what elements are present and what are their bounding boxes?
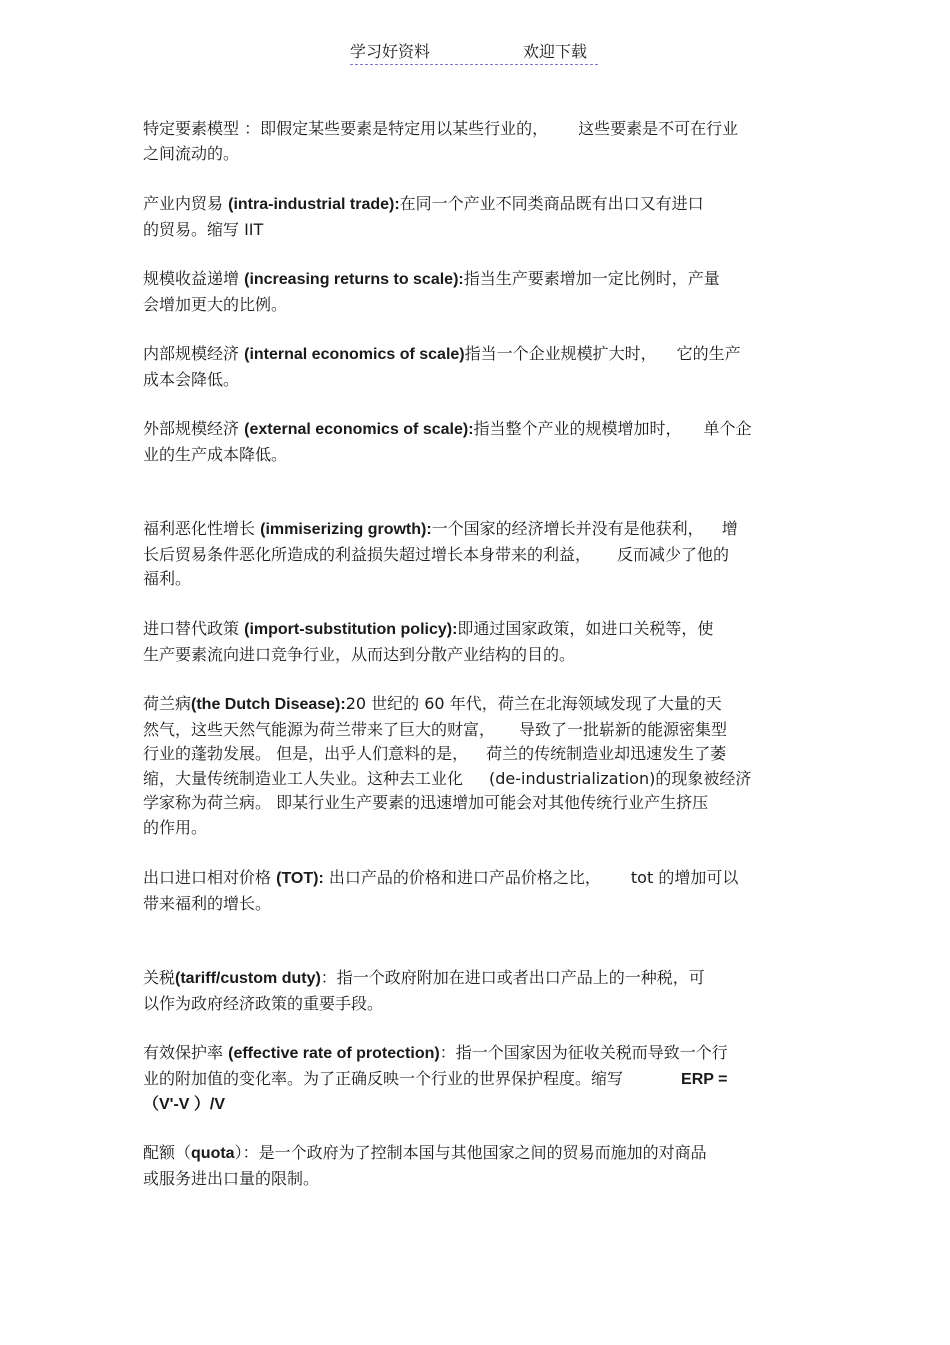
entry-text: ：指一个政府附加在进口或者出口产品上的一种税，可 bbox=[320, 968, 705, 987]
entry-term-english: (tariff/custom duty) bbox=[175, 970, 321, 987]
entry-text: tot 的增加可以 bbox=[630, 868, 739, 887]
entry-term-english: (increasing returns to scale): bbox=[244, 271, 464, 288]
entry-text: 或服务进出口量的限制。 bbox=[143, 1168, 320, 1188]
entry-text: 缩，大量传统制造业工人失业。这种去工业化 bbox=[143, 768, 464, 788]
entry-text: 出口产品的价格和进口产品价格之比， bbox=[328, 868, 601, 887]
entry-term: 外部规模经济 bbox=[143, 419, 240, 438]
entry-text: 指当生产要素增加一定比例时，产量 bbox=[463, 269, 720, 288]
definition-import-substitution bbox=[143, 617, 811, 667]
definition-terms-of-trade bbox=[143, 866, 811, 916]
entry-text: 的作用。 bbox=[143, 817, 208, 837]
entry-text: 之间流动的。 bbox=[143, 143, 240, 163]
entry-text: 带来福利的增长。 bbox=[143, 893, 272, 913]
definition-immiserizing-growth bbox=[143, 517, 811, 592]
definition-internal-economies bbox=[143, 342, 811, 392]
definition-quota bbox=[143, 1141, 811, 1191]
entry-term: 荷兰病 bbox=[143, 694, 192, 713]
entry-term: 内部规模经济 bbox=[143, 344, 240, 363]
entry-term-english: quota bbox=[191, 1145, 235, 1162]
entry-text: 指当整个产业的规模增加时， bbox=[473, 419, 682, 438]
entry-text: 业的生产成本降低。 bbox=[143, 444, 288, 464]
entry-term: 进口替代政策 bbox=[143, 619, 240, 638]
entry-term: 配额（ bbox=[143, 1143, 192, 1162]
entry-text: 单个企 bbox=[703, 419, 752, 438]
entry-text: 20 世纪的 60 年代，荷兰在北海领域发现了大量的天 bbox=[345, 694, 722, 713]
entry-text: 长后贸易条件恶化所造成的利益损失超过增长本身带来的利益， bbox=[143, 544, 592, 564]
entry-text: 在同一个产业不同类商品既有出口又有进口 bbox=[399, 194, 704, 213]
entry-term-english: (external economics of scale): bbox=[244, 421, 474, 438]
definition-tariff bbox=[143, 966, 811, 1016]
entry-term-english: (immiserizing growth): bbox=[260, 521, 432, 538]
entry-text: 特定要素模型 ：即假定某些要素是特定用以某些行业的， bbox=[143, 119, 549, 138]
entry-term: 出口进口相对价格 bbox=[143, 868, 272, 887]
entry-text: 指当一个企业规模扩大时， bbox=[464, 344, 657, 363]
entry-text: 行业的蓬勃发展。 但是，出乎人们意料的是， bbox=[143, 744, 469, 763]
definition-increasing-returns bbox=[143, 267, 811, 317]
entry-text: 生产要素流向进口竞争行业，从而达到分散产业结构的目的。 bbox=[143, 644, 576, 664]
entry-text: 增 bbox=[721, 519, 738, 538]
entry-text: (de-industrialization)的现象被经济 bbox=[489, 768, 752, 788]
entry-text: 导致了一批崭新的能源密集型 bbox=[519, 719, 728, 739]
entry-formula: ERP = bbox=[681, 1070, 728, 1088]
entry-term: 规模收益递增 bbox=[143, 269, 240, 288]
entry-text: 福利。 bbox=[143, 569, 192, 588]
definition-external-economies bbox=[143, 417, 811, 467]
entry-term: 福利恶化性增长 bbox=[143, 519, 256, 538]
entry-text: 会增加更大的比例。 bbox=[143, 294, 288, 314]
definition-specific-factors bbox=[143, 117, 811, 166]
entry-text: 以作为政府经济政策的重要手段。 bbox=[143, 993, 384, 1013]
definition-effective-rate-of-protection bbox=[143, 1041, 811, 1118]
entry-text: 的贸易。缩写 IIT bbox=[143, 219, 264, 239]
entry-formula: （V'-V ）/V bbox=[143, 1096, 226, 1113]
entry-text: 成本会降低。 bbox=[143, 369, 240, 389]
entry-text: 学家称为荷兰病。 即某行业生产要素的迅速增加可能会对其他传统行业产生挤压 bbox=[143, 793, 709, 812]
entry-text: 这些要素是不可在行业 bbox=[578, 119, 739, 138]
entry-text: 反而减少了他的 bbox=[617, 544, 730, 564]
entry-term: 产业内贸易 bbox=[143, 194, 224, 213]
entry-text: 荷兰的传统制造业却迅速发生了萎 bbox=[486, 744, 727, 763]
entry-term-english: (the Dutch Disease): bbox=[191, 696, 346, 713]
definition-intra-industry-trade bbox=[143, 192, 811, 242]
entry-term-english: (effective rate of protection) bbox=[228, 1045, 440, 1062]
definition-dutch-disease bbox=[143, 692, 811, 840]
entry-text: ）：是一个政府为了控制本国与其他国家之间的贸易而施加的对商品 bbox=[234, 1143, 707, 1162]
header-right-text: 欢迎下载 bbox=[523, 42, 588, 61]
page-header bbox=[350, 42, 598, 65]
entry-term-english: (TOT): bbox=[276, 870, 324, 887]
entry-term-english: (import-substitution policy): bbox=[244, 621, 458, 638]
entry-text: 即通过国家政策，如进口关税等，使 bbox=[457, 619, 714, 638]
entry-text: ：指一个国家因为征收关税而导致一个行 bbox=[439, 1043, 728, 1062]
entry-text: 然气，这些天然气能源为荷兰带来了巨大的财富， bbox=[143, 719, 496, 739]
entry-text: 它的生产 bbox=[676, 344, 741, 363]
header-left-text: 学习好资料 bbox=[350, 42, 431, 61]
entry-term-english: (intra-industrial trade): bbox=[228, 196, 400, 213]
entry-text: 一个国家的经济增长并没有是他获利， bbox=[431, 519, 704, 538]
entry-text: 业的附加值的变化率。为了正确反映一个行业的世界保护程度。缩写 bbox=[143, 1068, 624, 1088]
entry-term-english: (internal economics of scale) bbox=[244, 346, 465, 363]
entry-term: 有效保护率 bbox=[143, 1043, 224, 1062]
entry-term: 关税 bbox=[143, 968, 176, 987]
